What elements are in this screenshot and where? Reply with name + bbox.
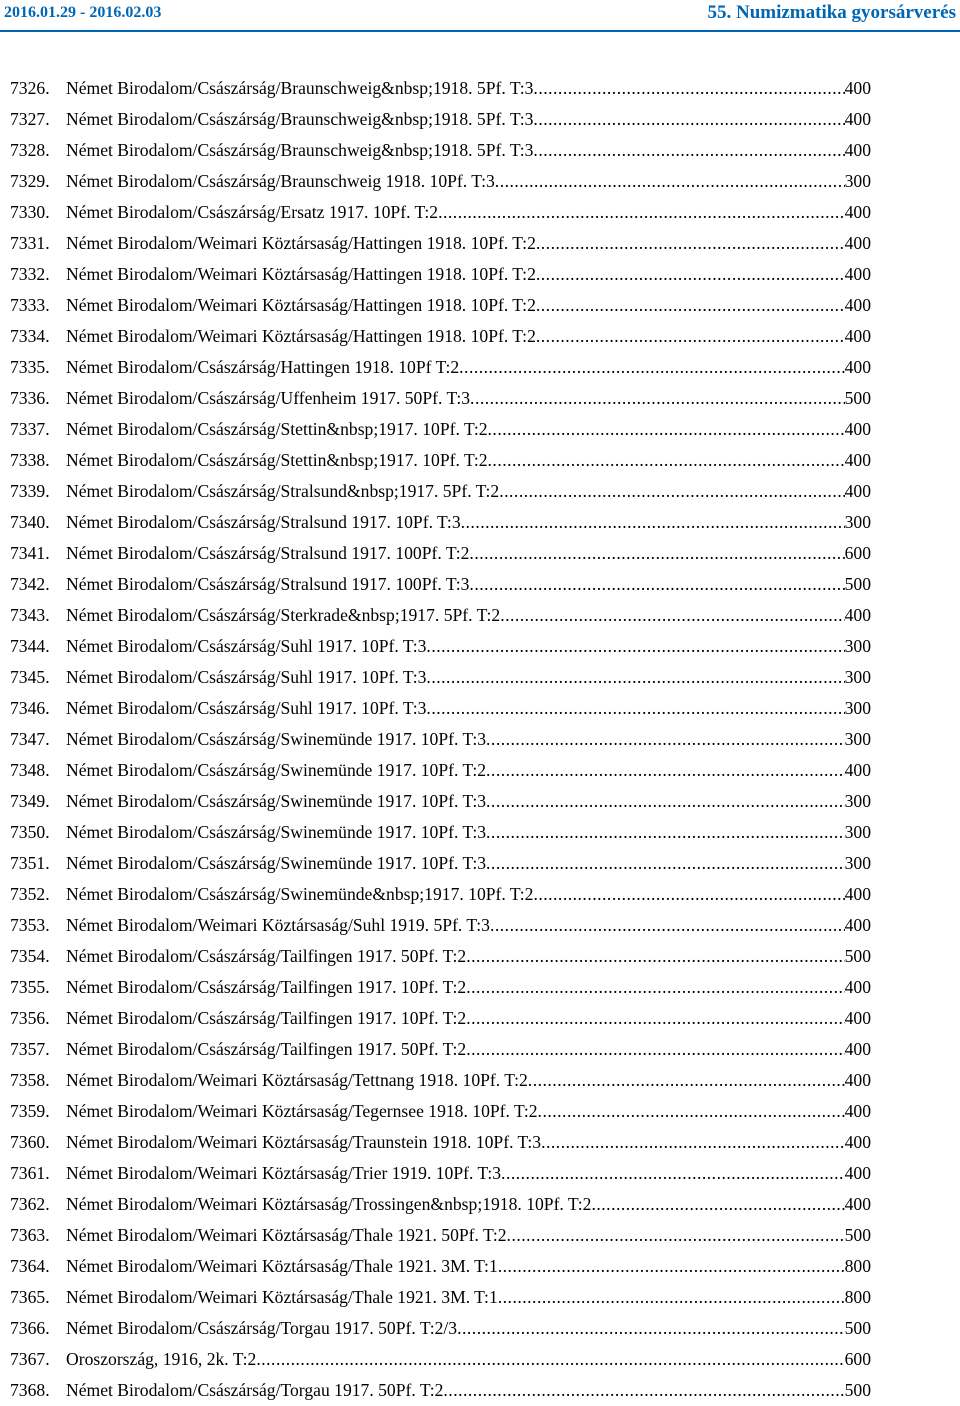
lot-number: 7328.	[10, 140, 50, 160]
lot-number: 7334.	[10, 326, 50, 346]
lot-line	[66, 1065, 871, 1096]
lot-line	[66, 1220, 871, 1251]
lot-price: 300	[844, 791, 871, 811]
dot-leader	[457, 1313, 845, 1344]
lot-description: Német Birodalom/Weimari Köztársaság/Suhl 1919. 5Pf. T:3	[66, 915, 490, 935]
lot-line	[66, 693, 871, 724]
lot-row	[0, 631, 960, 662]
lot-price: 400	[844, 264, 871, 284]
lot-line	[66, 600, 871, 631]
lot-row	[0, 817, 960, 848]
dot-leader	[486, 786, 845, 817]
lot-description: Német Birodalom/Császárság/Hattingen 1918. 10Pf T:2	[66, 357, 460, 377]
lot-description: Német Birodalom/Császárság/Swinemünde 1917. 10Pf. T:2	[66, 760, 487, 780]
lot-description: Német Birodalom/Császárság/Tailfingen 1917. 10Pf. T:2	[66, 977, 467, 997]
lot-description: Német Birodalom/Császárság/Swinemünde 1917. 10Pf. T:3	[66, 729, 487, 749]
lot-row	[0, 786, 960, 817]
lot-row	[0, 259, 960, 290]
lot-row	[0, 1096, 960, 1127]
dot-leader	[533, 104, 844, 135]
dot-leader	[541, 1127, 845, 1158]
lot-number: 7345.	[10, 667, 50, 687]
lot-row	[0, 724, 960, 755]
lot-row	[0, 1220, 960, 1251]
dot-leader	[536, 228, 845, 259]
lot-number: 7355.	[10, 977, 50, 997]
lot-number: 7335.	[10, 357, 50, 377]
lot-number: 7353.	[10, 915, 50, 935]
dot-leader	[461, 507, 845, 538]
lot-description: Német Birodalom/Császárság/Swinemünde&nbsp;1917. 10Pf. T:2	[66, 884, 534, 904]
lot-number: 7347.	[10, 729, 50, 749]
lot-row	[0, 1375, 960, 1406]
lot-price: 300	[844, 822, 871, 842]
dot-leader	[426, 662, 844, 693]
lot-number: 7333.	[10, 295, 50, 315]
lot-line	[66, 631, 871, 662]
lot-price: 300	[844, 729, 871, 749]
lot-row	[0, 1313, 960, 1344]
lot-line	[66, 1313, 871, 1344]
lot-number: 7341.	[10, 543, 50, 563]
lot-row	[0, 1189, 960, 1220]
auction-date-range: 2016.01.29 - 2016.02.03	[4, 4, 162, 21]
dot-leader	[466, 941, 844, 972]
lot-price: 600	[844, 1349, 871, 1369]
dot-leader	[466, 1003, 844, 1034]
lot-price: 400	[844, 202, 871, 222]
lot-row	[0, 507, 960, 538]
lot-description: Német Birodalom/Weimari Köztársaság/Thale 1921. 3M. T:1	[66, 1256, 498, 1276]
lot-line	[66, 507, 871, 538]
lot-line	[66, 662, 871, 693]
lot-number: 7349.	[10, 791, 50, 811]
lot-price: 800	[844, 1287, 871, 1307]
lot-description: Német Birodalom/Weimari Köztársaság/Traunstein 1918. 10Pf. T:3	[66, 1132, 542, 1152]
lot-number: 7352.	[10, 884, 50, 904]
lot-line	[66, 786, 871, 817]
lot-number: 7342.	[10, 574, 50, 594]
lot-row	[0, 693, 960, 724]
lot-description: Német Birodalom/Weimari Köztársaság/Hattingen 1918. 10Pf. T:2	[66, 264, 536, 284]
lot-description: Német Birodalom/Császárság/Stralsund 1917. 10Pf. T:3	[66, 512, 461, 532]
lot-price: 400	[844, 1008, 871, 1028]
lot-line	[66, 1251, 871, 1282]
lot-number: 7351.	[10, 853, 50, 873]
dot-leader	[470, 383, 845, 414]
lot-row	[0, 383, 960, 414]
lot-row	[0, 104, 960, 135]
lot-line	[66, 321, 871, 352]
lot-price: 500	[844, 946, 871, 966]
lot-description: Német Birodalom/Császárság/Stralsund 1917. 100Pf. T:2	[66, 543, 470, 563]
lot-row	[0, 414, 960, 445]
dot-leader	[426, 693, 844, 724]
dot-leader	[426, 631, 844, 662]
lot-line	[66, 259, 871, 290]
lot-number: 7343.	[10, 605, 50, 625]
lot-price: 400	[844, 915, 871, 935]
lot-line	[66, 848, 871, 879]
dot-leader	[469, 538, 844, 569]
page-header	[0, 0, 960, 30]
dot-leader	[443, 1375, 844, 1406]
lot-description: Német Birodalom/Császárság/Sterkrade&nbsp;1917. 5Pf. T:2	[66, 605, 501, 625]
lot-price: 400	[844, 605, 871, 625]
lot-number: 7332.	[10, 264, 50, 284]
lot-description: Német Birodalom/Weimari Köztársaság/Trossingen&nbsp;1918. 10Pf. T:2	[66, 1194, 592, 1214]
lot-row	[0, 569, 960, 600]
lot-number: 7364.	[10, 1256, 50, 1276]
lot-line	[66, 166, 871, 197]
dot-leader	[469, 569, 844, 600]
lot-price: 500	[844, 574, 871, 594]
lot-line	[66, 910, 871, 941]
dot-leader	[498, 1282, 845, 1313]
lot-description: Német Birodalom/Császárság/Swinemünde 1917. 10Pf. T:3	[66, 853, 487, 873]
dot-leader	[466, 1034, 844, 1065]
lot-row	[0, 941, 960, 972]
dot-leader	[500, 600, 844, 631]
lot-line	[66, 73, 871, 104]
lot-row	[0, 476, 960, 507]
dot-leader	[533, 73, 844, 104]
lot-row	[0, 972, 960, 1003]
lot-description: Német Birodalom/Császárság/Tailfingen 1917. 50Pf. T:2	[66, 1039, 467, 1059]
dot-leader	[536, 321, 845, 352]
dot-leader	[486, 817, 845, 848]
dot-leader	[495, 166, 845, 197]
lot-price: 400	[844, 481, 871, 501]
lot-description: Német Birodalom/Császárság/Tailfingen 1917. 10Pf. T:2	[66, 1008, 467, 1028]
lot-price: 500	[844, 1318, 871, 1338]
lot-row	[0, 321, 960, 352]
lot-description: Német Birodalom/Császárság/Torgau 1917. 50Pf. T:2	[66, 1380, 444, 1400]
lot-line	[66, 941, 871, 972]
lot-number: 7329.	[10, 171, 50, 191]
lot-line	[66, 197, 871, 228]
lot-number: 7356.	[10, 1008, 50, 1028]
dot-leader	[486, 848, 845, 879]
lot-price: 400	[844, 450, 871, 470]
dot-leader	[459, 352, 844, 383]
lot-description: Német Birodalom/Császárság/Suhl 1917. 10Pf. T:3	[66, 667, 427, 687]
lot-row	[0, 135, 960, 166]
lot-row	[0, 879, 960, 910]
lot-price: 600	[844, 543, 871, 563]
lot-list	[0, 73, 960, 1406]
lot-price: 400	[844, 78, 871, 98]
dot-leader	[533, 879, 844, 910]
lot-row	[0, 1251, 960, 1282]
lot-line	[66, 1189, 871, 1220]
dot-leader	[466, 972, 844, 1003]
lot-row	[0, 1344, 960, 1375]
dot-leader	[528, 1065, 845, 1096]
lot-row	[0, 290, 960, 321]
lot-description: Német Birodalom/Császárság/Stettin&nbsp;1917. 10Pf. T:2	[66, 450, 488, 470]
lot-description: Német Birodalom/Császárság/Ersatz 1917. 10Pf. T:2	[66, 202, 439, 222]
lot-description: Német Birodalom/Császárság/Stralsund&nbsp;1917. 5Pf. T:2	[66, 481, 500, 501]
lot-number: 7330.	[10, 202, 50, 222]
lot-row	[0, 538, 960, 569]
lot-row	[0, 166, 960, 197]
lot-row	[0, 600, 960, 631]
lot-price: 400	[844, 1101, 871, 1121]
lot-number: 7359.	[10, 1101, 50, 1121]
lot-row	[0, 1282, 960, 1313]
lot-price: 300	[844, 698, 871, 718]
dot-leader	[538, 1096, 845, 1127]
lot-line	[66, 414, 871, 445]
header-divider	[0, 30, 960, 32]
lot-number: 7357.	[10, 1039, 50, 1059]
lot-description: Német Birodalom/Weimari Köztársaság/Hattingen 1918. 10Pf. T:2	[66, 233, 536, 253]
lot-description: Német Birodalom/Weimari Köztársaság/Tettnang 1918. 10Pf. T:2	[66, 1070, 528, 1090]
lot-description: Német Birodalom/Weimari Köztársaság/Tegernsee 1918. 10Pf. T:2	[66, 1101, 538, 1121]
lot-number: 7360.	[10, 1132, 50, 1152]
lot-number: 7363.	[10, 1225, 50, 1245]
dot-leader	[490, 910, 845, 941]
lot-description: Német Birodalom/Weimari Köztársaság/Thale 1921. 3M. T:1	[66, 1287, 498, 1307]
lot-price: 400	[844, 326, 871, 346]
lot-description: Német Birodalom/Császárság/Tailfingen 1917. 50Pf. T:2	[66, 946, 467, 966]
lot-price: 300	[844, 512, 871, 532]
lot-description: Német Birodalom/Császárság/Stralsund 1917. 100Pf. T:3	[66, 574, 470, 594]
lot-row	[0, 1065, 960, 1096]
dot-leader	[488, 414, 845, 445]
lot-line	[66, 290, 871, 321]
lot-description: Német Birodalom/Császárság/Braunschweig&nbsp;1918. 5Pf. T:3	[66, 78, 534, 98]
lot-row	[0, 445, 960, 476]
lot-price: 400	[844, 357, 871, 377]
lot-price: 400	[844, 760, 871, 780]
lot-number: 7339.	[10, 481, 50, 501]
lot-price: 400	[844, 1132, 871, 1152]
lot-price: 400	[844, 1194, 871, 1214]
lot-number: 7367.	[10, 1349, 50, 1369]
dot-leader	[501, 1158, 845, 1189]
lot-price: 300	[844, 667, 871, 687]
lot-price: 500	[844, 1225, 871, 1245]
dot-leader	[499, 476, 844, 507]
lot-row	[0, 352, 960, 383]
lot-price: 400	[844, 109, 871, 129]
lot-description: Német Birodalom/Császárság/Swinemünde 1917. 10Pf. T:3	[66, 822, 487, 842]
lot-description: Német Birodalom/Weimari Köztársaság/Trier 1919. 10Pf. T:3	[66, 1163, 502, 1183]
lot-price: 300	[844, 171, 871, 191]
lot-line	[66, 1096, 871, 1127]
lot-description: Német Birodalom/Weimari Köztársaság/Hattingen 1918. 10Pf. T:2	[66, 326, 536, 346]
lot-description: Német Birodalom/Császárság/Braunschweig&nbsp;1918. 5Pf. T:3	[66, 109, 534, 129]
lot-price: 400	[844, 884, 871, 904]
lot-line	[66, 445, 871, 476]
dot-leader	[498, 1251, 845, 1282]
dot-leader	[507, 1220, 845, 1251]
lot-price: 400	[844, 419, 871, 439]
lot-row	[0, 73, 960, 104]
lot-line	[66, 476, 871, 507]
lot-line	[66, 1375, 871, 1406]
lot-number: 7365.	[10, 1287, 50, 1307]
lot-line	[66, 228, 871, 259]
lot-number: 7331.	[10, 233, 50, 253]
lot-number: 7368.	[10, 1380, 50, 1400]
lot-price: 400	[844, 140, 871, 160]
lot-description: Német Birodalom/Császárság/Swinemünde 1917. 10Pf. T:3	[66, 791, 487, 811]
lot-line	[66, 135, 871, 166]
lot-description: Német Birodalom/Császárság/Torgau 1917. 50Pf. T:2/3	[66, 1318, 458, 1338]
lot-price: 400	[844, 233, 871, 253]
dot-leader	[486, 724, 845, 755]
lot-description: Német Birodalom/Császárság/Braunschweig 1918. 10Pf. T:3	[66, 171, 495, 191]
lot-row	[0, 197, 960, 228]
dot-leader	[256, 1344, 844, 1375]
lot-price: 300	[844, 853, 871, 873]
lot-number: 7346.	[10, 698, 50, 718]
lot-number: 7350.	[10, 822, 50, 842]
lot-line	[66, 1034, 871, 1065]
lot-row	[0, 1003, 960, 1034]
lot-description: Oroszország, 1916, 2k. T:2	[66, 1349, 257, 1369]
lot-line	[66, 1003, 871, 1034]
dot-leader	[533, 135, 844, 166]
lot-number: 7326.	[10, 78, 50, 98]
lot-row	[0, 755, 960, 786]
lot-number: 7362.	[10, 1194, 50, 1214]
lot-price: 800	[844, 1256, 871, 1276]
lot-number: 7340.	[10, 512, 50, 532]
lot-number: 7361.	[10, 1163, 50, 1183]
lot-description: Német Birodalom/Császárság/Suhl 1917. 10Pf. T:3	[66, 636, 427, 656]
lot-price: 400	[844, 1163, 871, 1183]
lot-line	[66, 879, 871, 910]
lot-row	[0, 1158, 960, 1189]
lot-description: Német Birodalom/Weimari Köztársaság/Hattingen 1918. 10Pf. T:2	[66, 295, 536, 315]
lot-line	[66, 1127, 871, 1158]
lot-line	[66, 1344, 871, 1375]
lot-price: 500	[844, 1380, 871, 1400]
dot-leader	[536, 259, 845, 290]
lot-number: 7337.	[10, 419, 50, 439]
lot-line	[66, 724, 871, 755]
lot-description: Német Birodalom/Császárság/Braunschweig&nbsp;1918. 5Pf. T:3	[66, 140, 534, 160]
lot-line	[66, 972, 871, 1003]
lot-line	[66, 755, 871, 786]
dot-leader	[591, 1189, 844, 1220]
lot-row	[0, 910, 960, 941]
lot-line	[66, 569, 871, 600]
lot-description: Német Birodalom/Császárság/Stettin&nbsp;1917. 10Pf. T:2	[66, 419, 488, 439]
lot-description: Német Birodalom/Weimari Köztársaság/Thale 1921. 50Pf. T:2	[66, 1225, 507, 1245]
lot-line	[66, 1158, 871, 1189]
lot-line	[66, 383, 871, 414]
dot-leader	[438, 197, 845, 228]
lot-row	[0, 1034, 960, 1065]
lot-line	[66, 817, 871, 848]
lot-number: 7327.	[10, 109, 50, 129]
lot-number: 7358.	[10, 1070, 50, 1090]
lot-price: 400	[844, 977, 871, 997]
lot-line	[66, 1282, 871, 1313]
lot-number: 7336.	[10, 388, 50, 408]
lot-number: 7348.	[10, 760, 50, 780]
lot-number: 7344.	[10, 636, 50, 656]
lot-price: 400	[844, 1070, 871, 1090]
dot-leader	[536, 290, 845, 321]
lot-price: 500	[844, 388, 871, 408]
lot-line	[66, 104, 871, 135]
lot-line	[66, 352, 871, 383]
lot-row	[0, 848, 960, 879]
lot-number: 7366.	[10, 1318, 50, 1338]
lot-number: 7338.	[10, 450, 50, 470]
lot-number: 7354.	[10, 946, 50, 966]
lot-description: Német Birodalom/Császárság/Uffenheim 1917. 50Pf. T:3	[66, 388, 471, 408]
lot-row	[0, 1127, 960, 1158]
dot-leader	[488, 445, 845, 476]
lot-row	[0, 228, 960, 259]
lot-line	[66, 538, 871, 569]
lot-description: Német Birodalom/Császárság/Suhl 1917. 10Pf. T:3	[66, 698, 427, 718]
dot-leader	[486, 755, 845, 786]
lot-row	[0, 662, 960, 693]
lot-price: 300	[844, 636, 871, 656]
lot-price: 400	[844, 295, 871, 315]
auction-title: 55. Numizmatika gyorsárverés	[707, 2, 956, 23]
lot-price: 400	[844, 1039, 871, 1059]
